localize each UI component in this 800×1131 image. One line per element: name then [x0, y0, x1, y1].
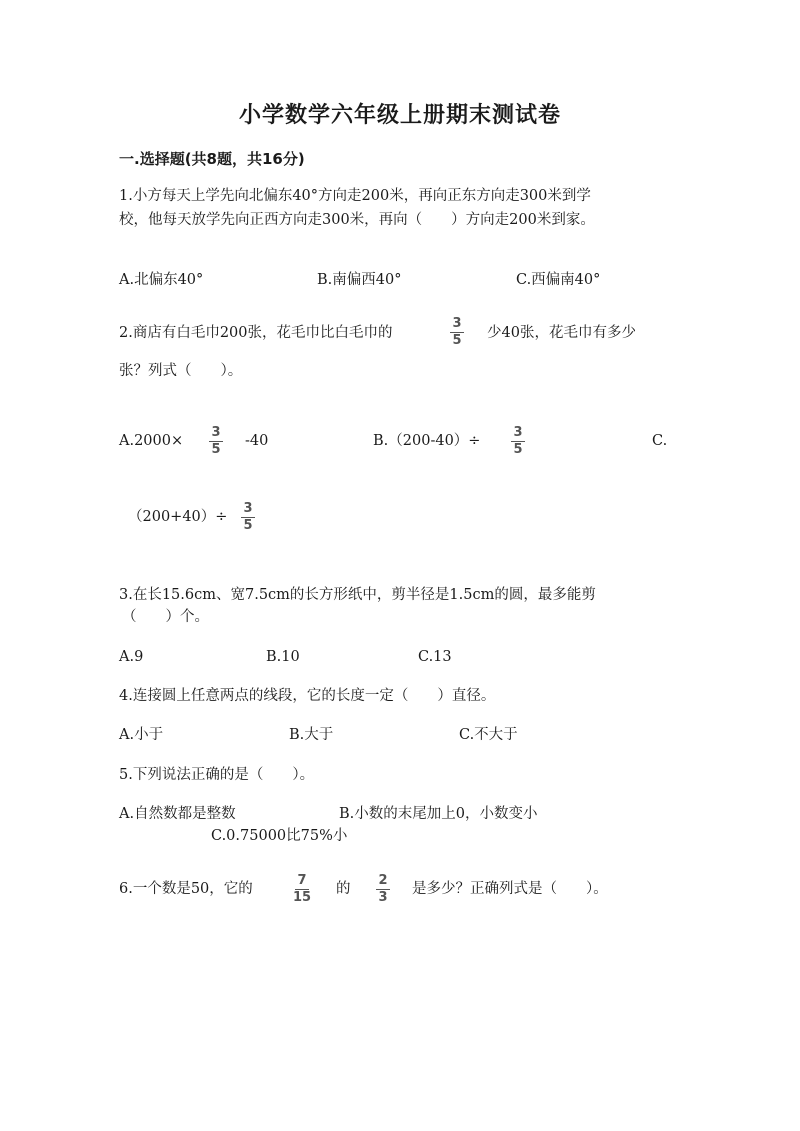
- question-2-option-a-suffix: -40: [245, 433, 269, 449]
- fraction-numerator: 3: [211, 425, 221, 440]
- question-2-option-c: （200+40）÷: [128, 509, 228, 525]
- question-3-line-1: 3.在长15.6cm、宽7.5cm的长方形纸中，剪半径是1.5cm的圆，最多能剪: [119, 587, 596, 603]
- question-3-option-c: C.13: [418, 649, 452, 665]
- fraction-denominator: 3: [378, 890, 388, 905]
- fraction-numerator: 3: [452, 316, 462, 331]
- fraction-numerator: 3: [513, 425, 523, 440]
- fraction-denominator: 15: [292, 890, 312, 905]
- question-5-option-a: A.自然数都是整数: [119, 806, 236, 822]
- question-5-option-c: C.0.75000比75%小: [211, 828, 348, 844]
- question-1-option-c: C.西偏南40°: [516, 272, 601, 288]
- question-5-option-b: B.小数的末尾加上0，小数变小: [339, 806, 538, 822]
- question-2-text-after: 少40张，花毛巾有多少: [487, 325, 636, 341]
- fraction-numerator: 2: [378, 873, 388, 888]
- question-6-text-mid: 的: [336, 881, 351, 897]
- question-1-option-b: B.南偏西40°: [317, 272, 402, 288]
- fraction-denominator: 5: [243, 518, 253, 533]
- question-4-option-c: C.不大于: [459, 727, 518, 743]
- question-2-option-c-label: C.: [652, 433, 668, 449]
- question-2-option-a-fraction: [206, 426, 226, 457]
- question-4-option-a: A.小于: [119, 727, 164, 743]
- question-2-option-b: B.（200-40）÷: [373, 433, 481, 449]
- question-2-option-c-fraction: [238, 502, 258, 533]
- fraction-numerator: 3: [243, 501, 253, 516]
- question-2-option-b-fraction: [508, 426, 528, 457]
- question-1-option-a: A.北偏东40°: [119, 272, 204, 288]
- question-6-fraction-1: [292, 874, 312, 905]
- question-1-line-2: 校，他每天放学先向正西方向走300米，再向（ ）方向走200米到家。: [119, 212, 595, 228]
- fraction-denominator: 5: [452, 333, 462, 348]
- page-title: 小学数学六年级上册期末测试卷: [238, 103, 561, 128]
- question-5-line-1: 5.下列说法正确的是（ ）。: [119, 767, 315, 783]
- question-4-line-1: 4.连接圆上任意两点的线段，它的长度一定（ ）直径。: [119, 688, 496, 704]
- question-2-fraction: [447, 317, 467, 348]
- question-6-fraction-2: [373, 874, 393, 905]
- question-2-line-2: 张？列式（ ）。: [119, 363, 243, 379]
- question-6-text-before: 6.一个数是50，它的: [119, 881, 253, 897]
- question-3-line-2: （ ）个。: [122, 609, 209, 625]
- question-2-option-a: A.2000×: [119, 433, 184, 449]
- fraction-numerator: 7: [297, 873, 307, 888]
- section-heading: 一.选择题(共8题，共16分): [119, 150, 305, 168]
- question-2-text-before: 2.商店有白毛巾200张，花毛巾比白毛巾的: [119, 325, 393, 341]
- fraction-denominator: 5: [211, 442, 221, 457]
- question-1-line-1: 1.小方每天上学先向北偏东40°方向走200米，再向正东方向走300米到学: [119, 188, 591, 204]
- fraction-denominator: 5: [513, 442, 523, 457]
- question-6-text-after: 是多少？正确列式是（ ）。: [412, 881, 608, 897]
- question-3-option-b: B.10: [266, 649, 300, 665]
- question-3-option-a: A.9: [119, 649, 144, 665]
- question-4-option-b: B.大于: [289, 727, 334, 743]
